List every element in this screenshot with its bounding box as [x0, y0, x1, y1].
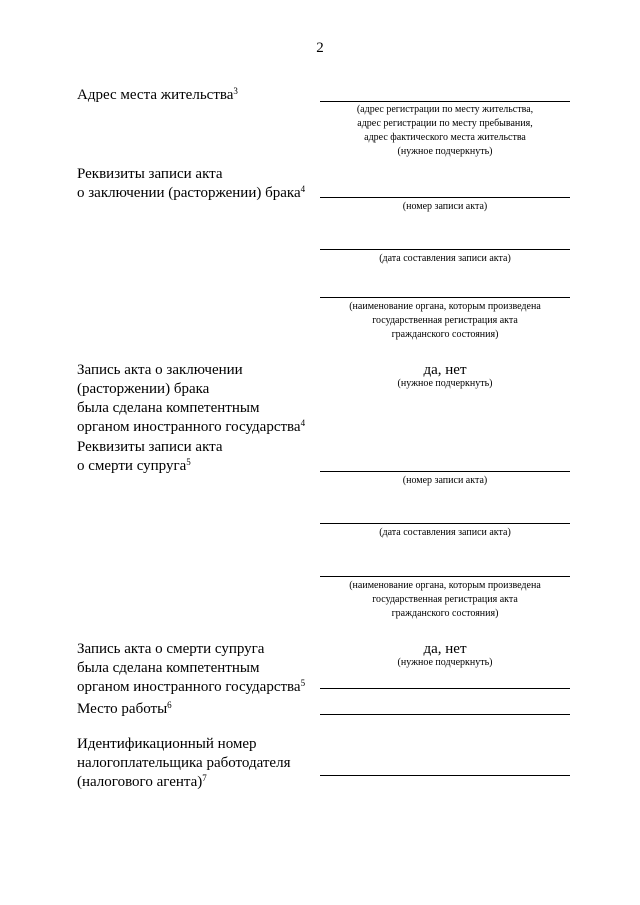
footnote-mark: 4 — [300, 418, 306, 428]
death-foreign-line[interactable] — [320, 688, 570, 689]
death-date-caption: (дата составления записи акта) — [379, 527, 511, 538]
employer-inn-field-line[interactable] — [320, 775, 570, 776]
death-record-label: Реквизиты записи акта о смерти супруга$^5$ — [77, 439, 223, 474]
death-organ-caption: (наименование органа, которым произведена государственная регистрация акта гражданского состояния) — [349, 580, 541, 619]
page-number: 2 — [316, 40, 324, 56]
footnote-mark: 3 — [233, 86, 238, 96]
footnote-mark: 5 — [300, 678, 306, 688]
death-foreign-yes-no[interactable]: да, нет — [423, 641, 467, 657]
death-foreign-label: Запись акта о смерти супруга была сделана компетентным органом иностранного государства$^5$ — [77, 641, 306, 695]
death-organ-line[interactable] — [320, 576, 570, 577]
marriage-organ-caption: (наименование органа, которым произведена государственная регистрация акта гражданского состояния) — [349, 301, 541, 340]
address-caption: (адрес регистрации по месту жительства, адрес регистрации по месту пребывания, адрес фактического места жительства (нужное подчеркнуть) — [356, 104, 534, 157]
footnote-mark: 7 — [202, 773, 207, 783]
marriage-foreign-choose: (нужное подчеркнуть) — [397, 378, 493, 389]
footnote-mark: 5 — [186, 457, 191, 467]
marriage-foreign-yes-no[interactable]: да, нет — [423, 362, 467, 378]
death-foreign-choose: (нужное подчеркнуть) — [397, 657, 493, 668]
workplace-field-line[interactable] — [320, 714, 570, 715]
death-number-caption: (номер записи акта) — [402, 475, 488, 486]
marriage-record-label: Реквизиты записи акта о заключении (расторжении) брака$^4$ — [77, 166, 306, 201]
footnote-mark: 4 — [300, 184, 306, 194]
employer-inn-label: Идентификационный номер налогоплательщика работодателя (налогового агента)$^7$ — [77, 736, 291, 790]
marriage-foreign-label: Запись акта о заключении (расторжении) брака была сделана компетентным органом иностранного государства$^4$ — [77, 362, 306, 435]
address-field-line[interactable] — [320, 101, 570, 102]
marriage-number-line[interactable] — [320, 197, 570, 198]
marriage-number-caption: (номер записи акта) — [402, 201, 488, 212]
death-number-line[interactable] — [320, 471, 570, 472]
death-date-line[interactable] — [320, 523, 570, 524]
workplace-label: Место работы$^6$ — [77, 700, 172, 717]
marriage-date-caption: (дата составления записи акта) — [379, 253, 511, 264]
marriage-date-line[interactable] — [320, 249, 570, 250]
marriage-organ-line[interactable] — [320, 297, 570, 298]
address-label: Адрес места жительства$^3$ — [77, 86, 238, 103]
footnote-mark: 6 — [167, 700, 172, 710]
